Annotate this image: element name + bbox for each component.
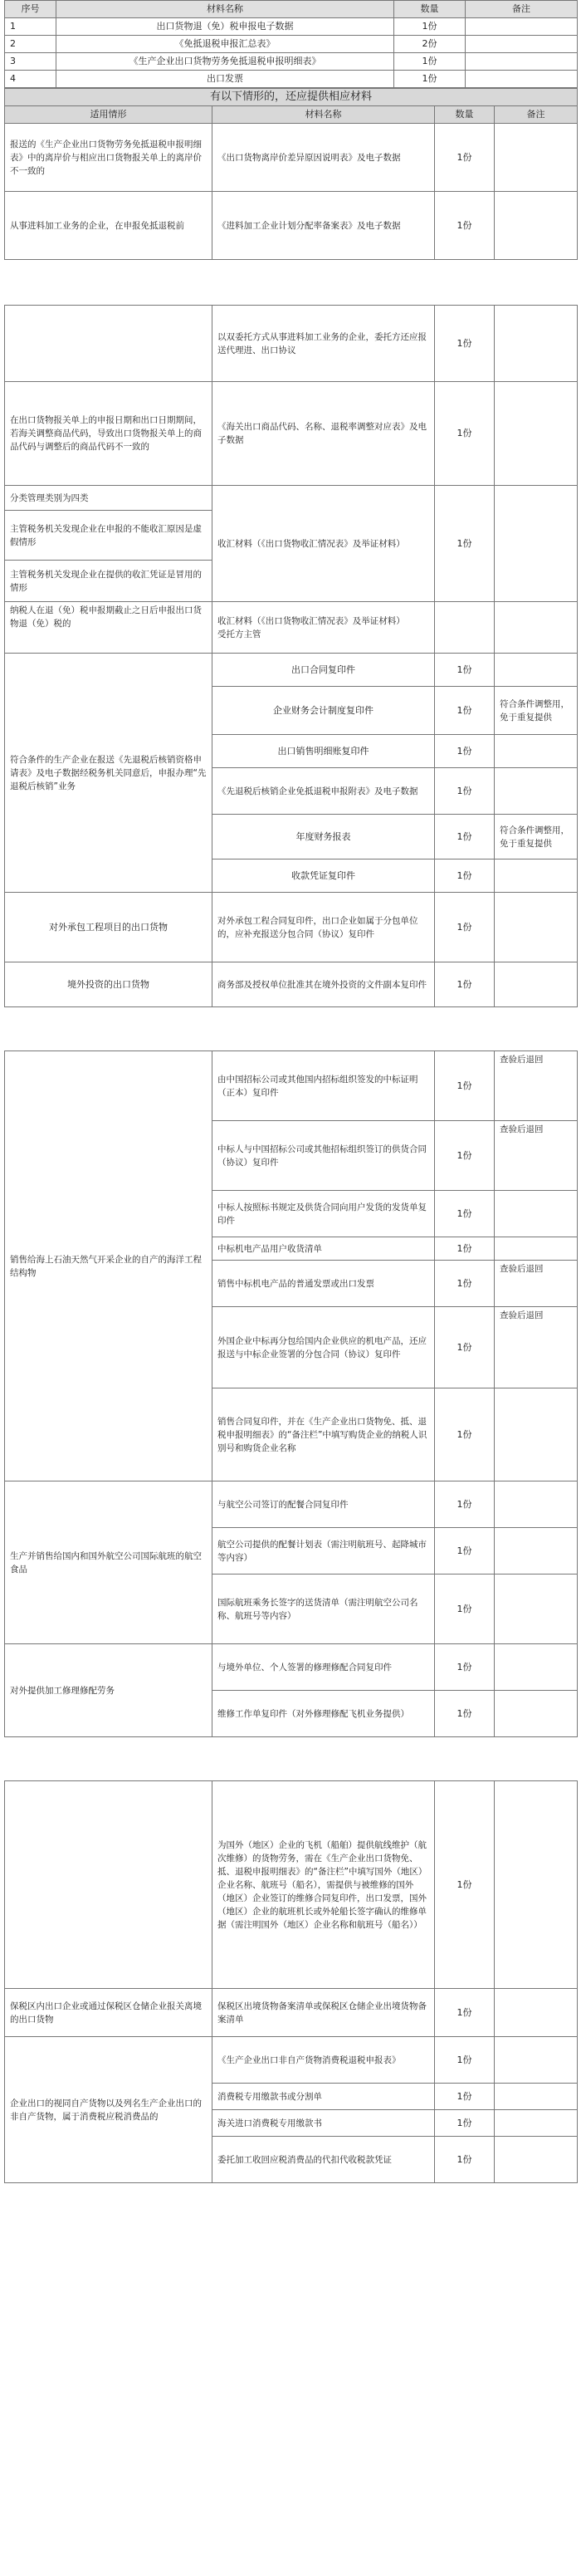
row-material: 以双委托方式从事进料加工业务的企业，委托方还应报送代理进、出口协议 [212, 306, 435, 382]
row-qty: 1份 [435, 1051, 495, 1121]
row-material: 外国企业中标再分包给国内企业供应的机电产品，还应报送与中标企业签署的分包合同（协议）复印件 [212, 1307, 435, 1388]
row-material: 《先退税后核销企业免抵退税申报附表》及电子数据 [212, 768, 435, 815]
row-qty: 1份 [435, 2137, 495, 2183]
row-material: 出口货物退（免）税申报电子数据 [56, 18, 394, 36]
row-material: 对外承包工程合同复印件，出口企业如属于分包单位的，应补充报送分包合同（协议）复印件 [212, 893, 435, 962]
row-qty: 1份 [435, 687, 495, 735]
row-material: 与境外单位、个人签署的修理修配合同复印件 [212, 1644, 435, 1691]
row-qty: 1份 [435, 192, 495, 260]
table-row [5, 18, 578, 36]
block-main-materials [4, 0, 577, 260]
table-row [5, 53, 578, 71]
row-qty: 1份 [435, 1574, 495, 1644]
row-situation: 主管税务机关发现企业在提供的收汇凭证是冒用的情形 [5, 561, 212, 602]
table-row [5, 306, 578, 382]
part4-table [4, 1780, 578, 2183]
header-remark: 备注 [466, 1, 578, 18]
row-seq: 2 [5, 36, 56, 53]
row-material: 销售中标机电产品的普通发票或出口发票 [212, 1261, 435, 1307]
header-qty: 数量 [394, 1, 466, 18]
row-situation: 企业出口的视同自产货物以及列名生产企业出口的非自产货物，属于消费税应税消费品的 [5, 2037, 212, 2183]
section-title: 有以下情形的，还应提供相应材料 [5, 89, 578, 106]
row-situation: 符合条件的生产企业在报送《先退税后核销资格申请表》及电子数据经税务机关同意后，申报办理“先退税后核销”业务 [5, 654, 212, 893]
table-row [5, 192, 578, 260]
row-remark: 符合条件调整用，免于重复提供 [495, 815, 578, 859]
sub-header-remark: 备注 [495, 106, 578, 124]
row-material: 年度财务报表 [212, 815, 435, 859]
row-remark [466, 18, 578, 36]
row-qty: 1份 [435, 1528, 495, 1574]
row-material: 销售合同复印件，并在《生产企业出口货物免、抵、退税申报明细表》的“备注栏”中填写购货企业的纳税人识别号和购货企业名称 [212, 1388, 435, 1481]
row-material: 中标机电产品用户收货清单 [212, 1237, 435, 1261]
row-situation: 主管税务机关发现企业在申报的不能收汇原因是虚假情形 [5, 511, 212, 561]
table-row [5, 1781, 578, 1989]
row-material: 维修工作单复印件（对外修理修配飞机业务提供） [212, 1691, 435, 1737]
spacer [0, 260, 581, 305]
row-remark [466, 71, 578, 88]
row-situation: 报送的《生产企业出口货物劳务免抵退税申报明细表》中的离岸价与相应出口货物报关单上的离岸价不一致的 [5, 124, 212, 192]
row-qty: 1份 [435, 1989, 495, 2037]
row-situation: 保税区内出口企业或通过保税区仓储企业报关离境的出口货物 [5, 1989, 212, 2037]
row-situation: 生产并销售给国内和国外航空公司国际航班的航空食品 [5, 1481, 212, 1644]
row-material: 出口发票 [56, 71, 394, 88]
row-remark [495, 602, 578, 654]
row-remark: 查验后退回 [495, 1307, 578, 1388]
row-remark [495, 382, 578, 486]
table-row [5, 36, 578, 53]
row-remark [495, 654, 578, 687]
row-situation: 销售给海上石油天然气开采企业的自产的海洋工程结构物 [5, 1051, 212, 1481]
row-qty: 1份 [435, 2110, 495, 2137]
row-remark [495, 962, 578, 1007]
row-material: 《生产企业出口货物劳务免抵退税申报明细表》 [56, 53, 394, 71]
row-remark [495, 1237, 578, 1261]
row-qty: 1份 [435, 815, 495, 859]
row-qty: 1份 [435, 1261, 495, 1307]
table-row [5, 124, 578, 192]
sub-header-situation: 适用情形 [5, 106, 212, 124]
row-remark [495, 768, 578, 815]
block-part3 [4, 1050, 577, 1737]
table-row [5, 71, 578, 88]
sub-header-material: 材料名称 [212, 106, 435, 124]
row-remark [495, 306, 578, 382]
row-seq: 1 [5, 18, 56, 36]
row-material: 出口销售明细账复印件 [212, 735, 435, 768]
row-qty: 1份 [435, 1191, 495, 1237]
row-situation: 从事进料加工业务的企业，在申报免抵退税前 [5, 192, 212, 260]
part2-table [4, 305, 578, 1007]
row-qty: 1份 [435, 893, 495, 962]
row-remark [495, 124, 578, 192]
row-seq: 3 [5, 53, 56, 71]
row-qty: 1份 [435, 1121, 495, 1191]
row-qty: 1份 [435, 1388, 495, 1481]
row-situation: 纳税人在退（免）税申报期截止之日后申报出口货物退（免）税的 [5, 602, 212, 654]
table-row [5, 962, 578, 1007]
sub-header-row [5, 106, 578, 124]
row-qty: 1份 [394, 71, 466, 88]
row-qty: 1份 [435, 2037, 495, 2084]
row-remark [495, 1644, 578, 1691]
row-situation: 在出口货物报关单上的申报日期和出口日期期间，若海关调整商品代码，导致出口货物报关单上的商品代码与调整后的商品代码不一致的 [5, 382, 212, 486]
row-qty [435, 602, 495, 654]
part3-table [4, 1050, 578, 1737]
row-material: 企业财务会计制度复印件 [212, 687, 435, 735]
row-material: 《进料加工企业计划分配率备案表》及电子数据 [212, 192, 435, 260]
row-qty: 1份 [435, 962, 495, 1007]
row-material: 消费税专用缴款书或分割单 [212, 2084, 435, 2110]
sub-header-qty: 数量 [435, 106, 495, 124]
row-material: 航空公司提供的配餐计划表（需注明航班号、起降城市等内容） [212, 1528, 435, 1574]
row-remark [495, 1528, 578, 1574]
row-material: 出口合同复印件 [212, 654, 435, 687]
row-qty: 1份 [435, 1481, 495, 1528]
row-material: 收款凭证复印件 [212, 859, 435, 893]
block-part2 [4, 305, 577, 1007]
row-remark [495, 1691, 578, 1737]
row-material: 国际航班乘务长签字的送货清单（需注明航空公司名称、航班号等内容） [212, 1574, 435, 1644]
row-material: 委托加工收回应税消费品的代扣代收税款凭证 [212, 2137, 435, 2183]
row-qty: 1份 [435, 2084, 495, 2110]
table-row [5, 1989, 578, 2037]
row-material: 保税区出境货物备案清单或保税区仓储企业出境货物备案清单 [212, 1989, 435, 2037]
row-situation: 对外承包工程项目的出口货物 [5, 893, 212, 962]
row-qty: 1份 [435, 382, 495, 486]
row-situation: 对外提供加工修理修配劳务 [5, 1644, 212, 1737]
row-material: 与航空公司签订的配餐合同复印件 [212, 1481, 435, 1528]
row-qty: 1份 [435, 654, 495, 687]
row-remark [495, 1191, 578, 1237]
row-qty: 1份 [435, 768, 495, 815]
row-seq: 4 [5, 71, 56, 88]
row-remark [466, 53, 578, 71]
row-material: 商务部及授权单位批准其在境外投资的文件副本复印件 [212, 962, 435, 1007]
table-row [5, 2037, 578, 2084]
row-remark [495, 1481, 578, 1528]
row-remark [495, 859, 578, 893]
row-situation [5, 306, 212, 382]
table-row [5, 893, 578, 962]
row-situation: 分类管理类别为四类 [5, 486, 212, 511]
row-qty: 1份 [435, 1237, 495, 1261]
conditional-materials-table [4, 88, 578, 260]
row-qty: 1份 [435, 306, 495, 382]
spacer [0, 1737, 581, 1780]
table-row [5, 1644, 578, 1691]
row-qty: 1份 [394, 18, 466, 36]
row-material: 《海关出口商品代码、名称、退税率调整对应表》及电子数据 [212, 382, 435, 486]
row-situation: 境外投资的出口货物 [5, 962, 212, 1007]
row-material: 收汇材料（《出口货物收汇情况表》及举证材料） [212, 486, 435, 602]
row-remark [495, 2037, 578, 2084]
row-qty: 1份 [435, 1691, 495, 1737]
row-material: 《生产企业出口非自产货物消费税退税申报表》 [212, 2037, 435, 2084]
row-remark [466, 36, 578, 53]
row-situation [5, 1781, 212, 1989]
row-qty: 2份 [394, 36, 466, 53]
table-row [5, 654, 578, 687]
row-qty: 1份 [435, 859, 495, 893]
row-remark [495, 1574, 578, 1644]
row-qty: 1份 [435, 1781, 495, 1989]
row-remark [495, 735, 578, 768]
row-remark: 符合条件调整用，免于重复提供 [495, 687, 578, 735]
row-material: 《免抵退税申报汇总表》 [56, 36, 394, 53]
section-title-row [5, 89, 578, 106]
row-material: 收汇材料（《出口货物收汇情况表》及举证材料） 受托方主管 [212, 602, 435, 654]
row-qty: 1份 [435, 735, 495, 768]
row-material: 中标人与中国招标公司或其他招标组织签订的供货合同（协议）复印件 [212, 1121, 435, 1191]
row-qty: 1份 [435, 486, 495, 602]
row-material: 《出口货物离岸价差异原因说明表》及电子数据 [212, 124, 435, 192]
row-remark [495, 486, 578, 602]
row-material: 中标人按照标书规定及供货合同向用户发货的发货单复印件 [212, 1191, 435, 1237]
table-header-row [5, 1, 578, 18]
header-seq: 序号 [5, 1, 56, 18]
row-remark [495, 1388, 578, 1481]
row-remark [495, 893, 578, 962]
main-materials-table [4, 0, 578, 88]
row-remark [495, 2110, 578, 2137]
table-row [5, 382, 578, 486]
table-row [5, 1481, 578, 1528]
row-material: 为国外（地区）企业的飞机（船舶）提供航线维护（航次维修）的货物劳务，需在《生产企业出口货物免、抵、退税申报明细表》的“备注栏”中填写国外（地区）企业名称、航班号（船名），需提供与被维修的国外（地区）企业签订的维修合同复印件，出口发票，国外（地区）企业的航班机长或外轮船长签字确认的维修单据（需注明国外（地区）企业名称和航班号（船名）） [212, 1781, 435, 1989]
row-material: 由中国招标公司或其他国内招标组织签发的中标证明（正本）复印件 [212, 1051, 435, 1121]
table-row [5, 602, 578, 654]
row-remark: 查验后退回 [495, 1121, 578, 1191]
row-remark: 查验后退回 [495, 1051, 578, 1121]
table-row [5, 486, 578, 511]
row-remark [495, 2137, 578, 2183]
row-qty: 1份 [435, 1644, 495, 1691]
table-row [5, 1051, 578, 1121]
row-qty: 1份 [394, 53, 466, 71]
row-material-extra: 受托方主管 [217, 629, 261, 639]
row-remark [495, 2084, 578, 2110]
row-remark [495, 1989, 578, 2037]
spacer [0, 1007, 581, 1050]
row-remark [495, 192, 578, 260]
row-remark: 查验后退回 [495, 1261, 578, 1307]
row-qty: 1份 [435, 1307, 495, 1388]
row-remark [495, 1781, 578, 1989]
row-material: 海关进口消费税专用缴款书 [212, 2110, 435, 2137]
row-qty: 1份 [435, 124, 495, 192]
block-part4 [4, 1780, 577, 2183]
header-material: 材料名称 [56, 1, 394, 18]
